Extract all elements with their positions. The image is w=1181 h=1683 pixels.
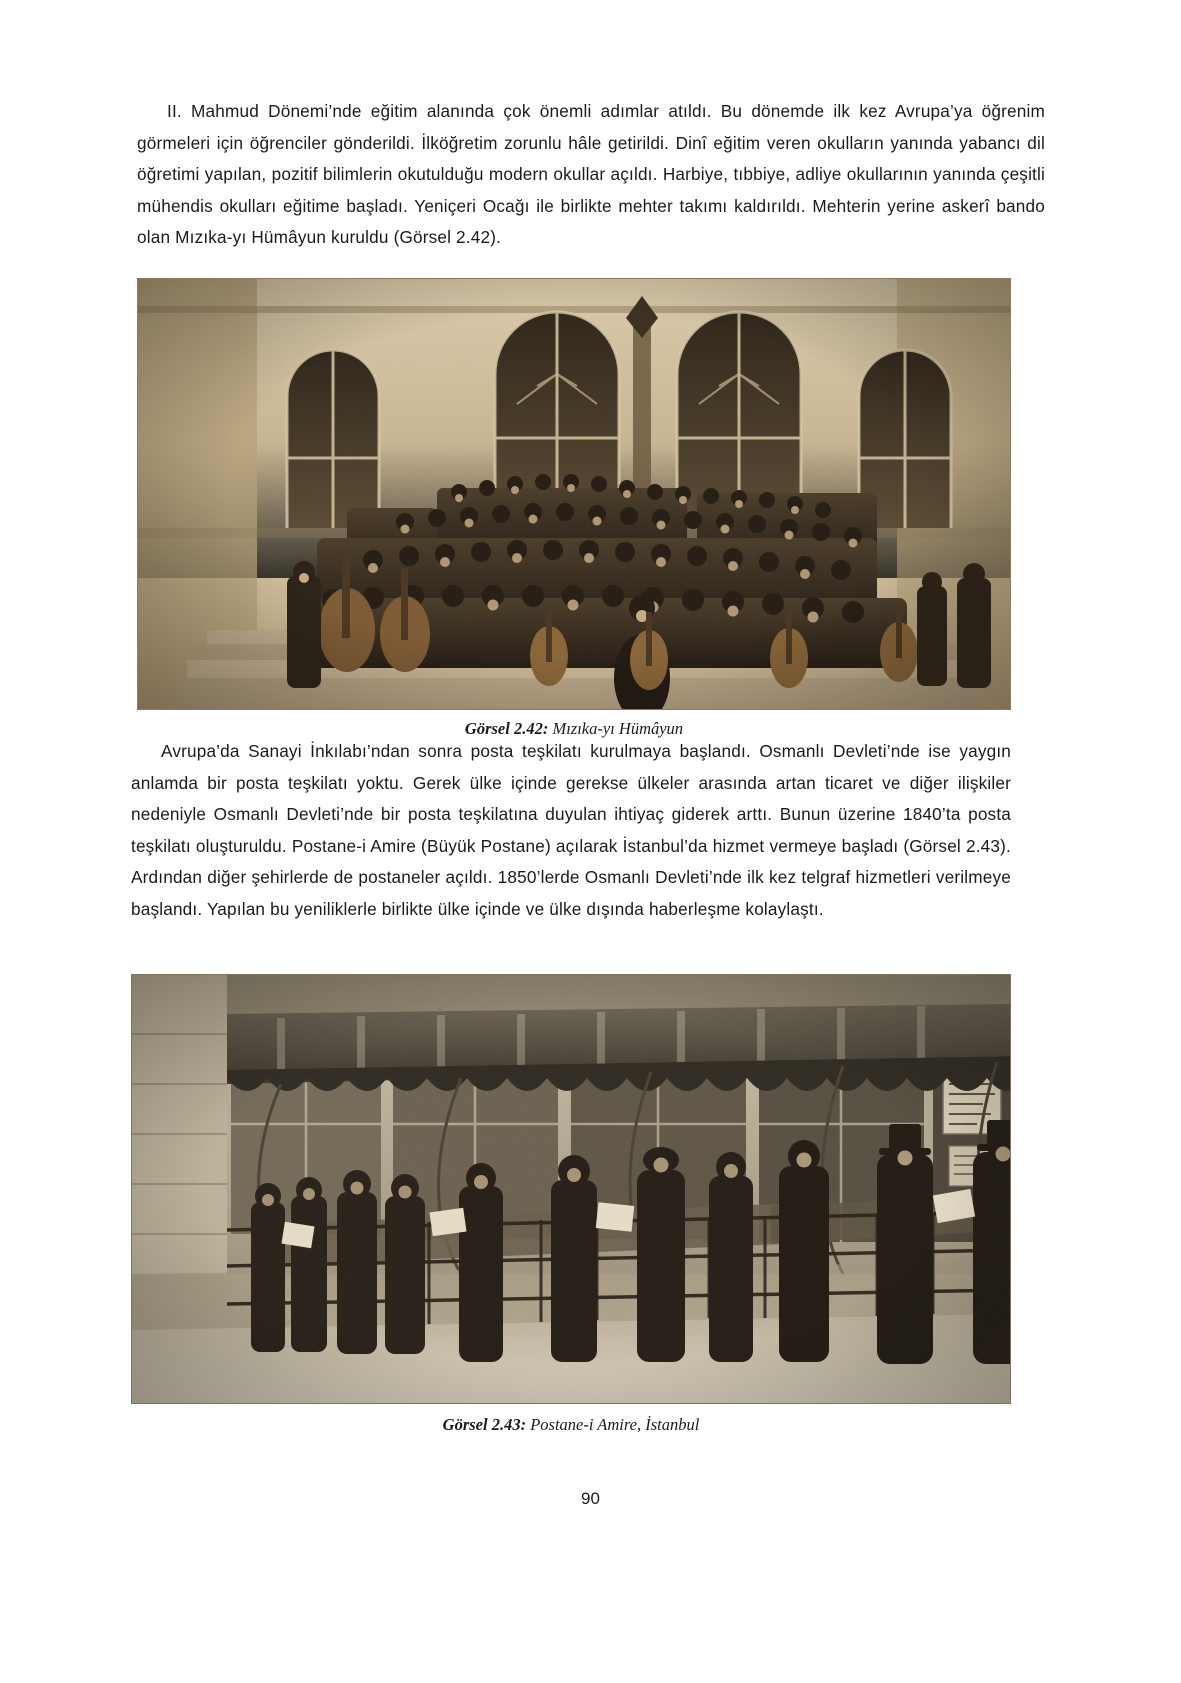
paragraph-block-2 [131,736,1011,925]
figure-gorsel-2-43 [131,974,1011,1404]
figure-2-caption-text: Postane-i Amire, İstanbul [526,1415,700,1434]
figure-1-caption-text: Mızıka-yı Hümâyun [548,719,684,738]
paragraph-1: II. Mahmud Dönemi’nde eğitim alanında çok önemli adımlar atıldı. Bu dönemde ilk kez Avrupa’ya öğrenim görmeleri için öğrenciler gönderildi. İlköğretim zorunlu hâle getirildi. Dinî eğitim veren okulların yanında yabancı dil öğretimi yapılan, pozitif bilimlerin okutulduğu modern okullar açıldı. Harbiye, tıbbiye, adliye okullarının yanında çeşitli mühendis okulları eğitime başladı. Yeniçeri Ocağı ile birlikte mehter takımı kaldırıldı. Mehterin yerine askerî bando olan Mızıka-yı Hümâyun kuruldu (Görsel 2.42). [137,101,1045,247]
figure-2-caption-label: Görsel 2.43: [442,1415,527,1434]
figure-1-caption [137,712,1011,739]
figure-1-caption-label: Görsel 2.42: [464,719,549,738]
figure-gorsel-2-42 [137,278,1011,710]
figure-2-caption [131,1408,1011,1435]
figure-2-image [131,974,1011,1404]
figure-1-image [137,278,1011,710]
paragraph-2: Avrupa’da Sanayi İnkılabı’ndan sonra posta teşkilatı kurulmaya başlandı. Osmanlı Devleti’nde ise yaygın anlamda bir posta teşkilatı yoktu. Gerek ülke içinde gerekse ülkeler arasında artan ticaret ve diğer ilişkiler nedeniyle Osmanlı Devleti’nde bir posta teşkilatına duyulan ihtiyaç giderek arttı. Bunun üzerine 1840’ta posta teşkilatı oluşturuldu. Postane-i Amire (Büyük Postane) açılarak İstanbul’da hizmet vermeye başladı (Görsel 2.43). Ardından diğer şehirlerde de postaneler açıldı. 1850’lerde Osmanlı Devleti’nde ilk kez telgraf hizmetleri verilmeye başlandı. Yapılan bu yeniliklerle birlikte ülke içinde ve ülke dışında haberleşme kolaylaştı. [131,741,1011,919]
paragraph-block-1 [137,96,1045,254]
page-number: 90 [581,1489,600,1508]
